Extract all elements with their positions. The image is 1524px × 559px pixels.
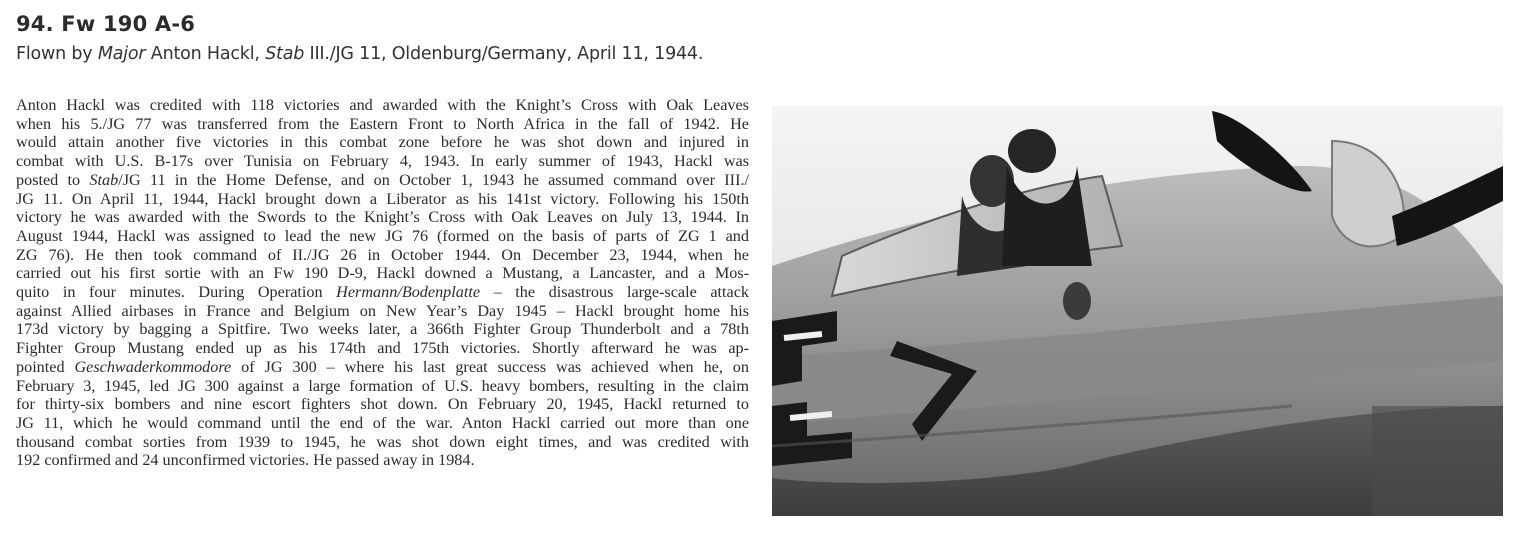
subtitle-unit-prefix: Stab bbox=[265, 44, 305, 64]
text-line bbox=[16, 152, 749, 171]
text-segment: – the disastrous large-scale attack bbox=[480, 283, 749, 302]
text-segment: February 3, 1945, led JG 300 against a large formation of U.S. heavy bombers, resulting in the claim bbox=[16, 376, 749, 395]
text-segment: /JG 11 in the Home Defense, and on October 1, 1943 he assumed command over III./ bbox=[118, 170, 750, 189]
unit-emblem bbox=[1063, 282, 1091, 320]
text-line bbox=[16, 302, 749, 321]
text-segment: victory he was awarded with the Swords to the Knight’s Cross with Oak Leaves on July 13, 1944. In bbox=[16, 208, 749, 227]
aircraft-photo-drawing bbox=[772, 106, 1503, 516]
subtitle-rank: Major bbox=[97, 44, 146, 64]
italic-term: Stab bbox=[89, 170, 119, 189]
text-line bbox=[16, 133, 749, 152]
subtitle-prefix: Flown by bbox=[16, 44, 98, 64]
italic-term: Geschwaderkommodore bbox=[74, 357, 232, 376]
entry-title: 94. Fw 190 A-6 bbox=[16, 12, 196, 36]
text-segment: of JG 300 – where his last great success was achieved when he, on bbox=[231, 357, 749, 376]
text-segment: JG 11. On April 11, 1944, Hackl brought down a Liberator as his 141st victory. Following his 150th bbox=[16, 189, 749, 208]
text-line bbox=[16, 339, 749, 358]
text-line bbox=[16, 96, 749, 115]
biography-text bbox=[16, 96, 749, 470]
text-segment: for thirty-six bombers and nine escort fighters shot down. On February 20, 1945, Hackl returned to bbox=[16, 395, 749, 414]
text-segment: 173d victory by bagging a Spitfire. Two weeks later, a 366th Fighter Group Thunderbolt and a 78th bbox=[16, 320, 749, 339]
text-line bbox=[16, 414, 749, 433]
subtitle-name: Anton Hackl, bbox=[145, 44, 266, 64]
text-segment: would attain another five victories in this combat zone before he was shot down and injured in bbox=[16, 133, 749, 152]
text-segment: when his 5./JG 77 was transferred from the Eastern Front to North Africa in the fall of 1942. He bbox=[16, 114, 749, 133]
entry-subtitle bbox=[16, 44, 703, 64]
text-segment: Anton Hackl was credited with 118 victories and awarded with the Knight’s Cross with Oak Leaves bbox=[16, 96, 749, 114]
text-line bbox=[16, 208, 749, 227]
subtitle-rest: III./JG 11, Oldenburg/Germany, April 11, 1944. bbox=[304, 44, 704, 64]
background-trees bbox=[1372, 406, 1503, 516]
text-segment: JG 11, which he would command until the end of the war. Anton Hackl carried out more than one bbox=[16, 413, 749, 432]
text-segment: carried out his first sortie with an Fw 190 D-9, Hackl downed a Mustang, a Lancaster, and a Mos- bbox=[16, 264, 749, 283]
text-line bbox=[16, 283, 749, 302]
text-segment: Fighter Group Mustang ended up as his 174th and 175th victories. Shortly afterward he was ap- bbox=[16, 339, 749, 358]
text-line bbox=[16, 190, 749, 209]
text-line bbox=[16, 246, 749, 265]
text-segment: ZG 76). He then took command of II./JG 26 in October 1944. On December 23, 1944, when he bbox=[16, 245, 749, 264]
text-segment: August 1944, Hackl was assigned to lead the new JG 76 (formed on the basis of parts of ZG 1 and bbox=[16, 226, 749, 245]
text-line bbox=[16, 115, 749, 134]
text-segment: pointed bbox=[16, 357, 75, 376]
text-line bbox=[16, 264, 749, 283]
text-line bbox=[16, 171, 749, 190]
text-line bbox=[16, 433, 749, 452]
text-line bbox=[16, 377, 749, 396]
text-segment: thousand combat sorties from 1939 to 1945, he was shot down eight times, and was credited with bbox=[16, 432, 749, 451]
text-line bbox=[16, 358, 749, 377]
text-segment: quito in four minutes. During Operation bbox=[16, 283, 337, 302]
italic-term: Hermann/Bodenplatte bbox=[336, 283, 481, 302]
crew-head-right bbox=[1008, 129, 1056, 173]
text-line bbox=[16, 320, 749, 339]
text-segment: posted to bbox=[16, 170, 90, 189]
text-line bbox=[16, 395, 749, 414]
text-segment: 192 confirmed and 24 unconfirmed victories. He passed away in 1984. bbox=[16, 451, 475, 470]
text-segment: combat with U.S. B-17s over Tunisia on February 4, 1943. In early summer of 1943, Hackl was bbox=[16, 152, 749, 171]
aircraft-photo bbox=[772, 106, 1503, 516]
text-line bbox=[16, 227, 749, 246]
text-segment: against Allied airbases in France and Belgium on New Year’s Day 1945 – Hackl brought home his bbox=[16, 301, 749, 320]
text-line bbox=[16, 451, 749, 470]
